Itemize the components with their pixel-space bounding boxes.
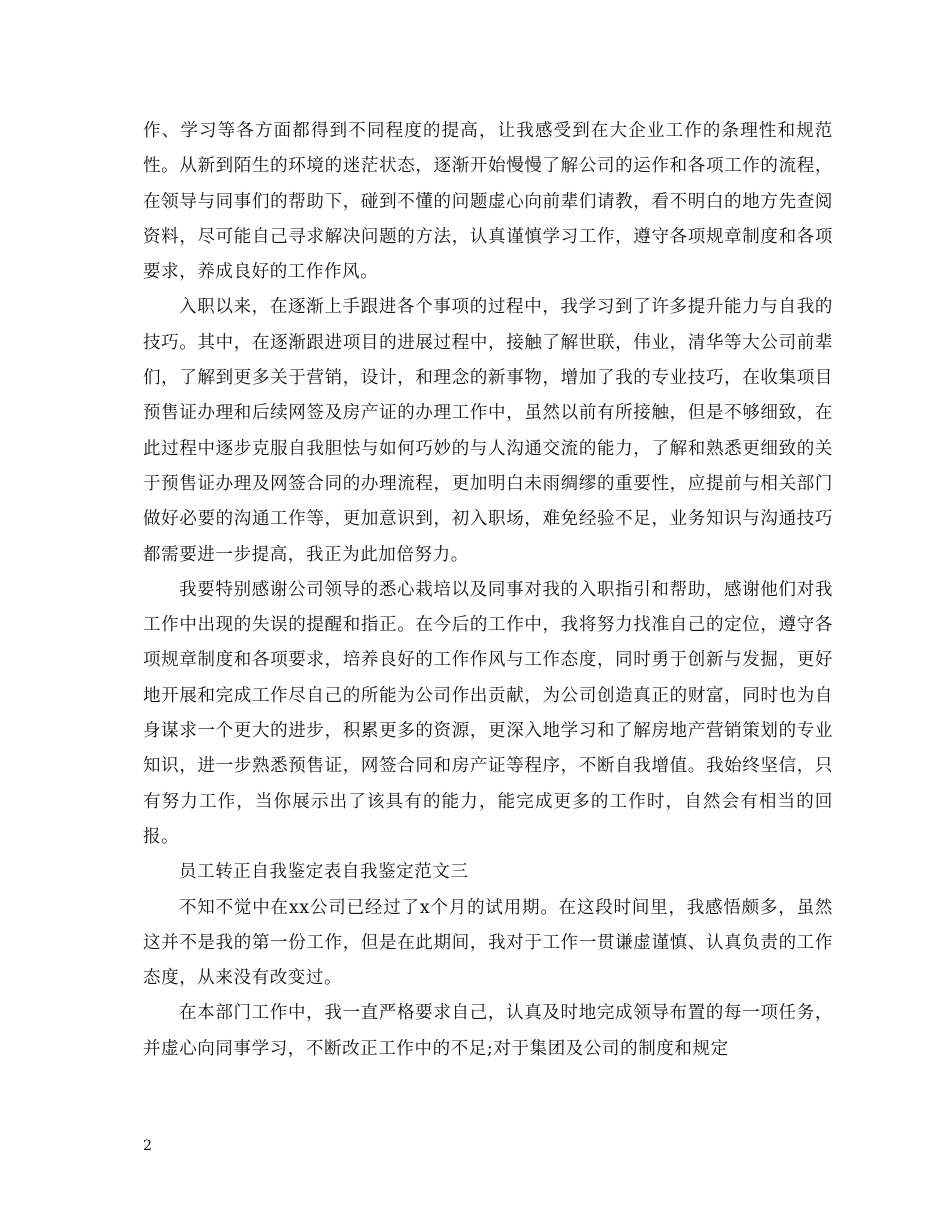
- paragraph-department-work: 在本部门工作中，我一直严格要求自己，认真及时地完成领导布置的每一项任务，并虚心向同事学习，不断改正工作中的不足;对于集团及公司的制度和规定: [143, 1003, 833, 1059]
- paragraph-onboarding-learning: 入职以来，在逐渐上手跟进各个事项的过程中，我学习到了许多提升能力与自我的技巧。其中，在逐渐跟进项目的进展过程中，接触了解世联，伟业，清华等大公司前辈们，了解到更多关于营销，设计，和理念的新事物，增加了我的专业技巧，在收集项目预售证办理和后续网签及房产证的办理工作中，虽然以前有所接触，但是不够细致，在此过程中逐步克服自我胆怯与如何巧妙的与人沟通交流的能力，了解和熟悉更细致的关于预售证办理及网签合同的办理流程，更加明白未雨绸缪的重要性，应提前与相关部门做好必要的沟通工作等，更加意识到，初入职场，难免经验不足，业务知识与沟通技巧都需要进一步提高，我正为此加倍努力。: [143, 297, 833, 565]
- document-body: [143, 114, 833, 1067]
- page-number: 2: [143, 1138, 152, 1154]
- paragraph-probation: 不知不觉中在xx公司已经过了x个月的试用期。在这段时间里，我感悟颇多，虽然这并不是我的第一份工作，但是在此期间，我对于工作一贯谦虚谨慎、认真负责的工作态度，从来没有改变过。: [143, 897, 833, 989]
- paragraph-continued: 作、学习等各方面都得到不同程度的提高，让我感受到在大企业工作的条理性和规范性。从新到陌生的环境的迷茫状态，逐渐开始慢慢了解公司的运作和各项工作的流程，在领导与同事们的帮助下，碰到不懂的问题虚心向前辈们请教，看不明白的地方先查阅资料，尽可能自己寻求解决问题的方法，认真谨慎学习工作，遵守各项规章制度和各项要求，养成良好的工作作风。: [143, 121, 833, 283]
- section-heading: 员工转正自我鉴定表自我鉴定范文三: [179, 862, 469, 883]
- paragraph-thanks: 我要特别感谢公司领导的悉心栽培以及同事对我的入职指引和帮助，感谢他们对我工作中出现的失误的提醒和指正。在今后的工作中，我将努力找准自己的定位，遵守各项规章制度和各项要求，培养良好的工作作风与工作态度，同时勇于创新与发掘，更好地开展和完成工作尽自己的所能为公司作出贡献，为公司创造真正的财富，同时也为自身谋求一个更大的进步，积累更多的资源，更深入地学习和了解房地产营销策划的专业知识，进一步熟悉预售证，网签合同和房产证等程序，不断自我增值。我始终坚信，只有努力工作，当你展示出了该具有的能力，能完成更多的工作时，自然会有相当的回报。: [143, 579, 833, 847]
